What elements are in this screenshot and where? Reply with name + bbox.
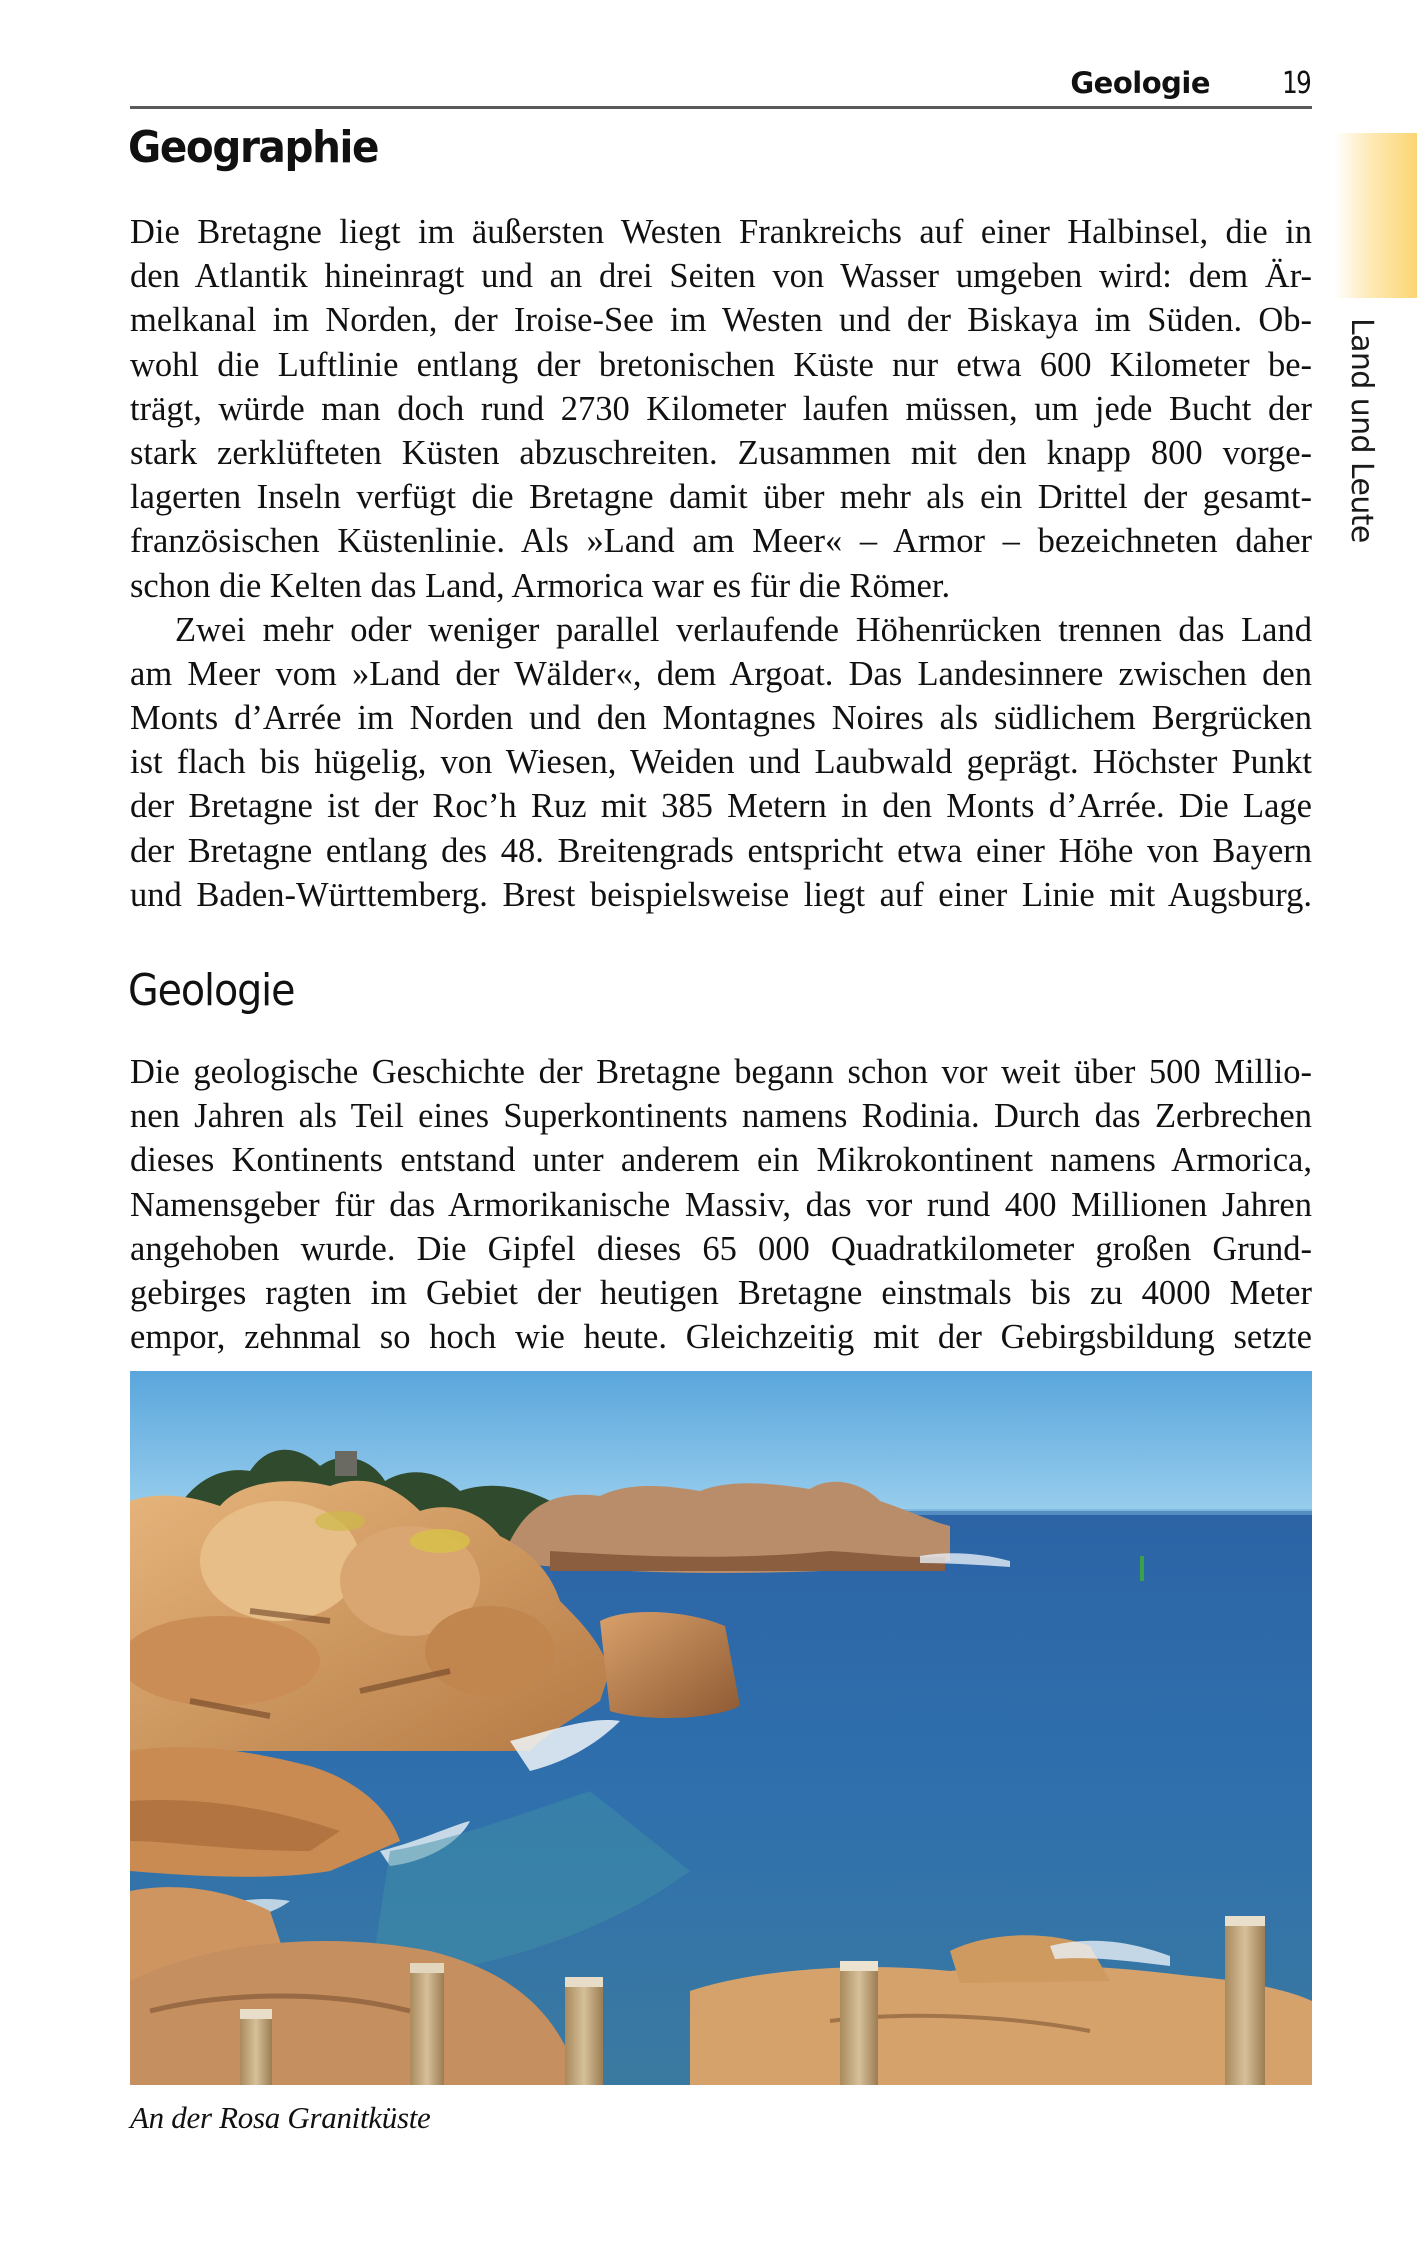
text-line: nen Jahren als Teil eines Superkontinents namens Rodinia. Durch das Zerbrechen [130,1097,1312,1136]
running-head [130,62,1312,109]
page-number: 19 [1281,66,1310,101]
text-line: am Meer vom »Land der Wälder«, dem Argoat. Das Landesinnere zwischen den [130,654,1312,693]
text-line: und Baden-Württemberg. Brest beispielsweise liegt auf einer Linie mit Augsburg. [130,875,1312,914]
photo-caption: An der Rosa Granitküste [130,2100,431,2135]
text-line: angehoben wurde. Die Gipfel dieses 65 000 Quadratkilometer großen Grund- [130,1229,1312,1268]
text-line: wohl die Luftlinie entlang der bretonischen Küste nur etwa 600 Kilometer be- [130,345,1312,384]
coast-photo-illustration [130,1371,1312,2085]
geographie-body [130,210,1312,917]
text-line: dieses Kontinents entstand unter anderem ein Mikrokontinent namens Armorica, [130,1141,1312,1180]
text-line: den Atlantik hineinragt und an drei Seiten von Wasser umgeben wird: dem Är- [130,257,1312,296]
text-line: Namensgeber für das Armorikanische Massiv, das vor rund 400 Millionen Jahren [130,1185,1312,1224]
geologie-body [130,1050,1312,1359]
text-line: der Bretagne ist der Roc’h Ruz mit 385 Metern in den Monts d’Arrée. Die Lage [130,787,1312,826]
section-heading-geologie: Geologie [128,965,295,1016]
thumb-tab-label [1343,318,1379,558]
running-head-section: Geologie [1070,66,1210,100]
text-line: trägt, würde man doch rund 2730 Kilometer laufen müssen, um jede Bucht der [130,389,1312,428]
text-line: lagerten Inseln verfügt die Bretagne damit über mehr als ein Drittel der gesamt- [130,478,1312,517]
thumb-tab-text: Land und Leute [1344,318,1379,543]
text-line: gebirges ragten im Gebiet der heutigen Bretagne einstmals bis zu 4000 Meter [130,1273,1312,1312]
text-line: schon die Kelten das Land, Armorica war es für die Römer. [130,566,951,605]
text-line: der Bretagne entlang des 48. Breitengrads entspricht etwa einer Höhe von Bayern [130,831,1312,870]
text-line: Zwei mehr oder weniger parallel verlaufende Höhenrücken trennen das Land [175,610,1312,649]
text-line: Die geologische Geschichte der Bretagne begann schon vor weit über 500 Millio- [130,1053,1312,1091]
text-line: melkanal im Norden, der Iroise-See im Westen und der Biskaya im Süden. Ob- [130,301,1312,340]
text-line: Die Bretagne liegt im äußersten Westen Frankreichs auf einer Halbinsel, die in [130,213,1312,251]
section-heading-geographie: Geographie [128,122,379,173]
text-line: empor, zehnmal so hoch wie heute. Gleichzeitig mit der Gebirgsbildung setzte [130,1318,1312,1357]
coast-photo [130,1371,1312,2085]
thumb-tab [1334,133,1417,298]
text-line: französischen Küstenlinie. Als »Land am Meer« – Armor – bezeichneten daher [130,522,1312,561]
text-line: stark zerklüfteten Küsten abzuschreiten. Zusammen mit den knapp 800 vorge- [130,433,1312,472]
text-line: ist flach bis hügelig, von Wiesen, Weiden und Laubwald geprägt. Höchster Punkt [130,743,1312,782]
text-line: Monts d’Arrée im Norden und den Montagnes Noires als südlichem Bergrücken [130,699,1312,738]
